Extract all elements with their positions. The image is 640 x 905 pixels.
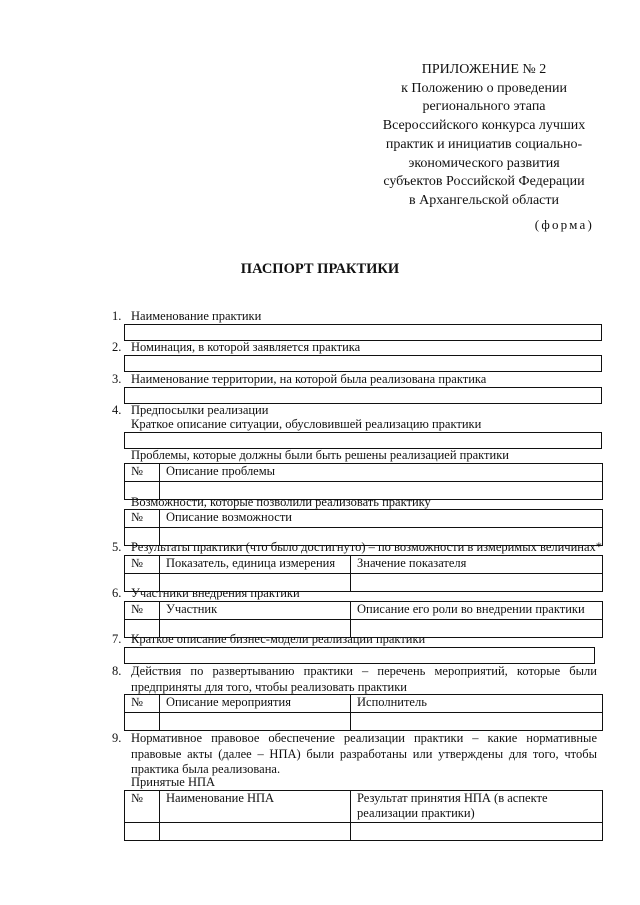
section-1-label: Наименование практики xyxy=(131,309,262,323)
section-number: 8. xyxy=(112,664,122,678)
appendix-line: к Положению о проведении xyxy=(401,80,567,96)
section-number: 2. xyxy=(112,340,122,354)
section-9-line: правовые акты (далее – НПА) были разработаны или утверждены для того, чтобы xyxy=(131,746,597,761)
section-7-label: Краткое описание бизнес-модели реализации практики xyxy=(131,632,426,646)
table-header-cell: № xyxy=(125,464,160,482)
section-9-text xyxy=(131,731,597,778)
appendix-line: в Архангельской области xyxy=(409,192,559,208)
problems-label: Проблемы, которые должны были быть решены реализацией практики xyxy=(131,448,509,462)
table-header-cell: Участник xyxy=(160,602,351,620)
table-header-row xyxy=(125,791,603,823)
section-8-text xyxy=(131,664,597,695)
appendix-header xyxy=(368,61,600,211)
table-header-cell: Описание проблемы xyxy=(160,464,603,482)
section-number: 5. xyxy=(112,540,122,554)
section-number: 7. xyxy=(112,632,122,646)
business-model-field[interactable] xyxy=(124,647,595,664)
situation-label: Краткое описание ситуации, обусловившей реализацию практики xyxy=(131,417,482,431)
section-8-line: предприняты для того, чтобы реализовать практики xyxy=(131,679,408,694)
section-3-label: Наименование территории, на которой была реализована практика xyxy=(131,372,487,386)
table-header-cell: Результат принятия НПА (в аспекте реализации практики) xyxy=(351,791,603,823)
section-number: 3. xyxy=(112,372,122,386)
table-header-cell: Описание возможности xyxy=(160,510,603,528)
table-cell[interactable] xyxy=(351,574,603,592)
territory-field[interactable] xyxy=(124,387,602,404)
table-header-cell: № xyxy=(125,556,160,574)
form-note: (форма) xyxy=(534,217,594,232)
appendix-line: субъектов Российской Федерации xyxy=(383,174,585,190)
situation-field[interactable] xyxy=(124,432,602,449)
table-cell[interactable] xyxy=(125,823,160,841)
section-9-line: практика была реализована. xyxy=(131,762,281,776)
actions-table xyxy=(124,694,603,731)
appendix-line: практик и инициатив социально- xyxy=(385,136,583,152)
section-6-label: Участники внедрения практики xyxy=(131,586,300,600)
table-header-cell: № xyxy=(125,510,160,528)
section-2-label: Номинация, в которой заявляется практика xyxy=(131,340,361,354)
table-header-cell: № xyxy=(125,602,160,620)
table-header-cell: Описание его роли во внедрении практики xyxy=(351,602,603,620)
table-header-row xyxy=(125,556,603,574)
opportunities-label: Возможности, которые позволили реализовать практику xyxy=(131,495,431,509)
section-number: 6. xyxy=(112,586,122,600)
section-number: 4. xyxy=(112,403,122,417)
npa-table xyxy=(124,790,603,841)
table-header-cell: № xyxy=(125,695,160,713)
table-header-cell: Исполнитель xyxy=(351,695,603,713)
nomination-field[interactable] xyxy=(124,355,602,372)
section-4-label: Предпосылки реализации xyxy=(131,403,269,417)
table-header-cell: Значение показателя xyxy=(351,556,603,574)
appendix-line: экономического развития xyxy=(408,155,560,171)
appendix-line: Всероссийского конкурса лучших xyxy=(382,118,586,134)
table-cell[interactable] xyxy=(351,823,603,841)
practice-name-field[interactable] xyxy=(124,324,602,341)
table-cell[interactable] xyxy=(351,713,603,731)
table-header-cell: Наименование НПА xyxy=(160,791,351,823)
table-cell[interactable] xyxy=(160,823,351,841)
table-header-cell: Описание мероприятия xyxy=(160,695,351,713)
section-number: 9. xyxy=(112,731,122,745)
table-row xyxy=(125,823,603,841)
document-title: ПАСПОРТ ПРАКТИКИ xyxy=(240,261,400,277)
appendix-line: ПРИЛОЖЕНИЕ № 2 xyxy=(421,62,547,77)
table-header-cell: Показатель, единица измерения xyxy=(160,556,351,574)
adopted-npa-label: Принятые НПА xyxy=(131,775,216,789)
table-header-row xyxy=(125,695,603,713)
table-cell[interactable] xyxy=(160,713,351,731)
table-row xyxy=(125,713,603,731)
section-5-label: Результаты практики (что было достигнуто) – по возможности в измеримых величинах* xyxy=(131,540,603,554)
table-header-row xyxy=(125,510,603,528)
table-cell[interactable] xyxy=(125,713,160,731)
section-number: 1. xyxy=(112,309,122,323)
section-9-line: Нормативное правовое обеспечение реализации практики – какие нормативные xyxy=(131,731,597,745)
appendix-line: регионального этапа xyxy=(422,99,546,115)
table-header-row xyxy=(125,464,603,482)
section-8-line: Действия по развертыванию практики – перечень мероприятий, которые были xyxy=(131,664,597,678)
table-header-row xyxy=(125,602,603,620)
table-header-cell: № xyxy=(125,791,160,823)
